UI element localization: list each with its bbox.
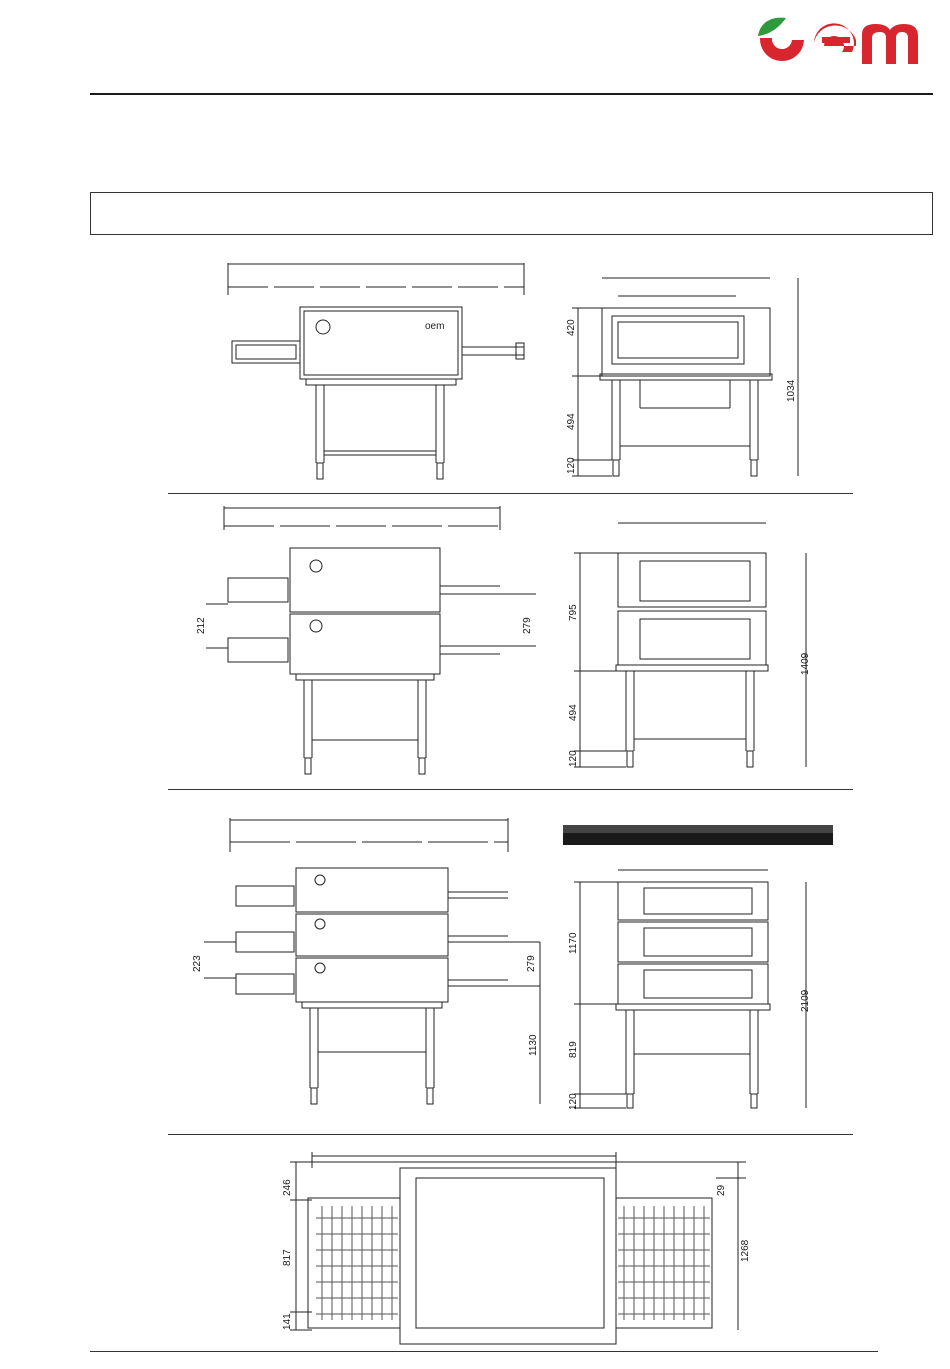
dim-stand: 494 <box>568 704 579 721</box>
dim-control-gap: 223 <box>192 955 203 972</box>
dim-offset: 29 <box>716 1184 727 1196</box>
dim-front: 141 <box>282 1313 293 1330</box>
section-separator <box>168 493 853 494</box>
triple-front-view <box>560 862 820 1117</box>
dim-conveyor-height: 1130 <box>528 1034 539 1056</box>
dim-belt: 817 <box>282 1249 293 1266</box>
header-rule <box>90 93 933 95</box>
dim-decks: 1170 <box>568 932 579 954</box>
oem-logo <box>752 12 942 70</box>
double-side-view <box>196 500 536 780</box>
dim-stand: 819 <box>568 1041 579 1058</box>
svg-text:oem: oem <box>425 321 445 332</box>
dim-decks: 795 <box>568 604 579 621</box>
dim-conveyor-gap: 279 <box>526 955 537 972</box>
top-view <box>276 1148 756 1346</box>
dim-conveyor-gap: 279 <box>522 617 533 634</box>
dim-total: 1034 <box>786 379 797 402</box>
footer-rule <box>90 1351 878 1352</box>
dim-depth: 1268 <box>740 1239 751 1262</box>
double-front-view <box>560 515 820 780</box>
dim-stand: 494 <box>566 413 577 430</box>
section-separator <box>168 1134 853 1135</box>
dim-total: 1409 <box>800 652 811 675</box>
dim-control-gap: 212 <box>196 617 207 634</box>
dim-top-deck: 420 <box>566 319 577 336</box>
dim-feet: 120 <box>566 457 577 474</box>
dim-feet: 120 <box>568 750 579 767</box>
title-box <box>90 192 933 235</box>
dim-feet: 120 <box>568 1093 579 1110</box>
single-front-view <box>560 270 810 485</box>
dim-rear: 246 <box>282 1179 293 1196</box>
single-side-view <box>220 255 540 487</box>
banner-bar <box>563 825 833 845</box>
triple-side-view <box>190 812 550 1117</box>
dim-total: 2109 <box>800 989 811 1012</box>
section-separator <box>168 789 853 790</box>
